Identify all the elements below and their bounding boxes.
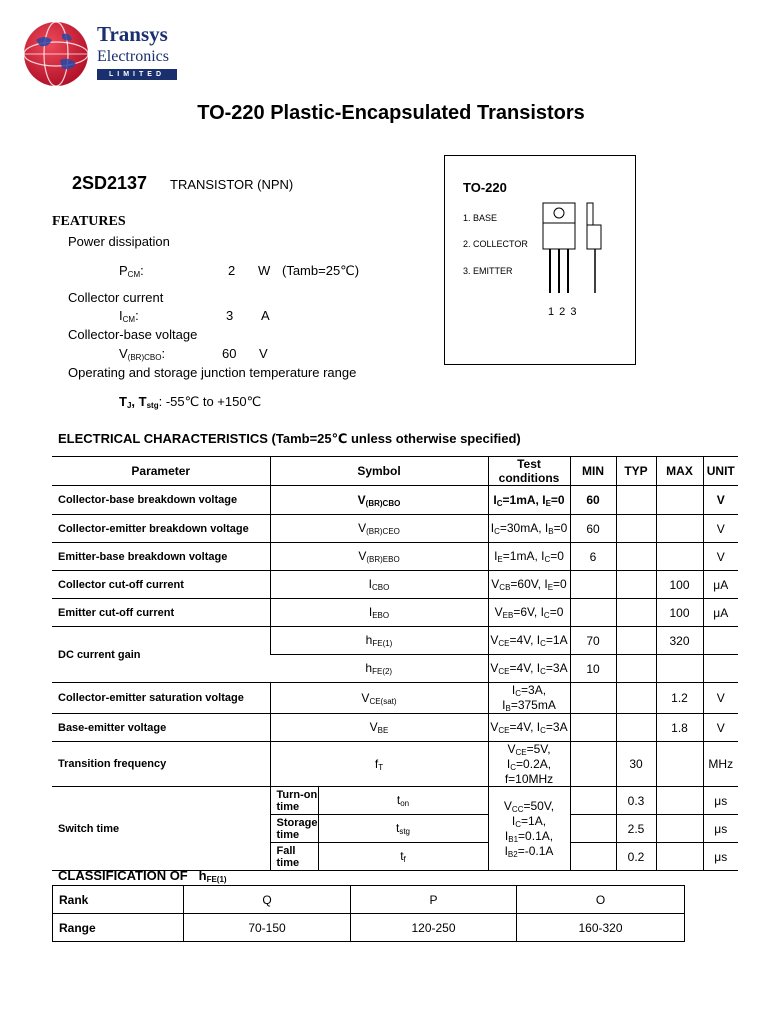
min-cell: 70 (570, 627, 616, 655)
pcm-note: (Tamb=25℃) (282, 263, 360, 278)
condition-cell: $I_C=30mA$, $I_B=0$ (488, 515, 570, 543)
max-cell (656, 486, 703, 515)
max-cell: 320 (656, 627, 703, 655)
unit-cell: μA (703, 571, 738, 599)
condition-cell: $V_{CE}=4V$, $I_C=3A$ (488, 655, 570, 683)
ec-title: ELECTRICAL CHARACTERISTICS (Tamb=25℃ unless otherwise specified) (58, 431, 521, 446)
to220-package-icon (540, 201, 610, 301)
switch-label-cell: Fall time (270, 843, 318, 871)
condition-cell: $V_{CB}=60V$, $I_E=0$ (488, 571, 570, 599)
symbol-cell: $V_{(BR)CBO}$ (270, 486, 488, 515)
min-cell (570, 599, 616, 627)
rank-row (53, 886, 685, 914)
table-row (52, 543, 738, 571)
table-row (52, 742, 738, 787)
vcb-unit: V (259, 346, 268, 361)
brand-tag: LIMITED (97, 69, 177, 80)
symbol-cell: $I_{EBO}$ (270, 599, 488, 627)
min-cell (570, 683, 616, 714)
param-cell: DC current gain (52, 627, 270, 683)
power-dissipation-label: Power dissipation (68, 234, 170, 249)
symbol-cell: $h_{FE(1)}$ (270, 627, 488, 655)
condition-cell: $V_{CC}=50V$, $I_C=1A$, $I_{B1}=0.1A$, $I_{B2}=-0.1A$ (488, 787, 570, 871)
brand-name: Transys (97, 22, 168, 46)
operating-temp-label: Operating and storage junction temperature range (68, 365, 357, 380)
max-cell (656, 787, 703, 815)
range-p: 120-250 (351, 914, 517, 942)
collector-current-label: Collector current (68, 290, 164, 305)
min-cell: 6 (570, 543, 616, 571)
header-typ: TYP (616, 457, 656, 486)
table-row (52, 787, 738, 815)
max-cell: 100 (656, 599, 703, 627)
unit-cell: V (703, 714, 738, 742)
condition-cell: $V_{EB}=6V$, $I_C=0$ (488, 599, 570, 627)
typ-cell (616, 599, 656, 627)
param-cell: Emitter-base breakdown voltage (52, 543, 270, 571)
min-cell: 60 (570, 515, 616, 543)
table-row (52, 599, 738, 627)
symbol-cell: $t_{on}$ (318, 787, 488, 815)
table-row (52, 683, 738, 714)
classification-table (52, 885, 685, 942)
condition-cell: $V_{CE}=5V$, $I_C=0.2A$, f=10MHz (488, 742, 570, 787)
max-cell (656, 543, 703, 571)
table-row (52, 515, 738, 543)
unit-cell: μs (703, 815, 738, 843)
unit-cell (703, 627, 738, 655)
unit-cell: V (703, 486, 738, 515)
param-cell: Collector-emitter saturation voltage (52, 683, 270, 714)
pin-3-label: 3. EMITTER (463, 266, 513, 276)
param-cell: Base-emitter voltage (52, 714, 270, 742)
typ-cell (616, 486, 656, 515)
typ-cell (616, 627, 656, 655)
package-diagram (444, 155, 636, 365)
min-cell: 10 (570, 655, 616, 683)
rank-label: Rank (53, 886, 184, 914)
rank-q: Q (184, 886, 351, 914)
min-cell (570, 843, 616, 871)
symbol-cell: $V_{(BR)EBO}$ (270, 543, 488, 571)
table-row (52, 627, 738, 655)
param-cell: Collector-base breakdown voltage (52, 486, 270, 515)
icm-value: 3 (226, 308, 234, 323)
unit-cell: μA (703, 599, 738, 627)
range-o: 160-320 (517, 914, 685, 942)
vcb-value: 60 (222, 346, 237, 361)
typ-cell (616, 571, 656, 599)
header-conditions: Test conditions (488, 457, 570, 486)
typ-cell: 2.5 (616, 815, 656, 843)
switch-label-cell: Turn-on time (270, 787, 318, 815)
condition-cell: $I_C=3A$, $I_B=375mA$ (488, 683, 570, 714)
symbol-cell: $I_{CBO}$ (270, 571, 488, 599)
symbol-cell: $h_{FE(2)}$ (270, 655, 488, 683)
condition-cell: $I_C=1mA$, $I_E=0$ (488, 486, 570, 515)
icm-unit: A (261, 308, 270, 323)
condition-cell: $V_{CE}=4V$, $I_C=1A$ (488, 627, 570, 655)
table-row (52, 714, 738, 742)
symbol-cell: $f_T$ (270, 742, 488, 787)
pin-numbers: 1 2 3 (548, 306, 578, 318)
unit-cell: μs (703, 843, 738, 871)
unit-cell: V (703, 683, 738, 714)
typ-cell: 0.2 (616, 843, 656, 871)
typ-cell (616, 714, 656, 742)
header-min: MIN (570, 457, 616, 486)
param-cell: Emitter cut-off current (52, 599, 270, 627)
symbol-cell: $t_f$ (318, 843, 488, 871)
header-parameter: Parameter (52, 457, 270, 486)
param-cell: Switch time (52, 787, 270, 871)
switch-label-cell: Storage time (270, 815, 318, 843)
package-name: TO-220 (463, 180, 507, 195)
param-cell: Transition frequency (52, 742, 270, 787)
features-heading: FEATURES (52, 214, 126, 229)
vcb-symbol: $V_{(BR)CBO}$: (119, 346, 166, 362)
max-cell: 1.2 (656, 683, 703, 714)
max-cell: 100 (656, 571, 703, 599)
classification-title: CLASSIFICATION OF $h_{FE(1)}$ (58, 868, 227, 884)
min-cell: 60 (570, 486, 616, 515)
pcm-value: 2 (228, 263, 236, 278)
symbol-cell: $t_{stg}$ (318, 815, 488, 843)
temp-range: $T_J$, $T_{stg}$: -55℃ to +150℃ (119, 394, 262, 410)
param-cell: Collector-emitter breakdown voltage (52, 515, 270, 543)
typ-cell: 0.3 (616, 787, 656, 815)
condition-cell: $V_{CE}=4V$, $I_C=3A$ (488, 714, 570, 742)
unit-cell: V (703, 515, 738, 543)
typ-cell (616, 655, 656, 683)
max-cell (656, 515, 703, 543)
range-label: Range (53, 914, 184, 942)
max-cell (656, 655, 703, 683)
brand-subtitle: Electronics (97, 48, 169, 65)
typ-cell (616, 515, 656, 543)
header-max: MAX (656, 457, 703, 486)
table-header-row (52, 457, 738, 486)
max-cell (656, 742, 703, 787)
typ-cell (616, 683, 656, 714)
typ-cell (616, 543, 656, 571)
max-cell: 1.8 (656, 714, 703, 742)
table-row (52, 571, 738, 599)
icm-symbol: $I_{CM}$: (119, 308, 139, 324)
max-cell (656, 843, 703, 871)
pin-1-label: 1. BASE (463, 213, 498, 223)
unit-cell: MHz (703, 742, 738, 787)
min-cell (570, 815, 616, 843)
header-symbol: Symbol (270, 457, 488, 486)
unit-cell: V (703, 543, 738, 571)
range-row (53, 914, 685, 942)
page-title: TO-220 Plastic-Encapsulated Transistors (197, 102, 585, 124)
symbol-cell: $V_{BE}$ (270, 714, 488, 742)
param-cell: Collector cut-off current (52, 571, 270, 599)
pin-2-label: 2. COLLECTOR (463, 239, 528, 249)
unit-cell (703, 655, 738, 683)
rank-p: P (351, 886, 517, 914)
min-cell (570, 742, 616, 787)
range-q: 70-150 (184, 914, 351, 942)
max-cell (656, 815, 703, 843)
min-cell (570, 571, 616, 599)
collector-base-voltage-label: Collector-base voltage (68, 327, 198, 342)
typ-cell: 30 (616, 742, 656, 787)
electrical-characteristics-table (52, 456, 738, 871)
rank-o: O (517, 886, 685, 914)
table-row (52, 486, 738, 515)
pcm-unit: W (258, 263, 271, 278)
pcm-symbol: $P_{CM}$: (119, 263, 144, 279)
min-cell (570, 714, 616, 742)
symbol-cell: $V_{(BR)CEO}$ (270, 515, 488, 543)
globe-logo-icon (22, 20, 90, 88)
min-cell (570, 787, 616, 815)
symbol-cell: $V_{CE(sat)}$ (270, 683, 488, 714)
part-type: TRANSISTOR (NPN) (170, 177, 294, 192)
part-number: 2SD2137 (72, 173, 148, 193)
unit-cell: μs (703, 787, 738, 815)
condition-cell: $I_E=1mA$, $I_C=0$ (488, 543, 570, 571)
header-unit: UNIT (703, 457, 738, 486)
